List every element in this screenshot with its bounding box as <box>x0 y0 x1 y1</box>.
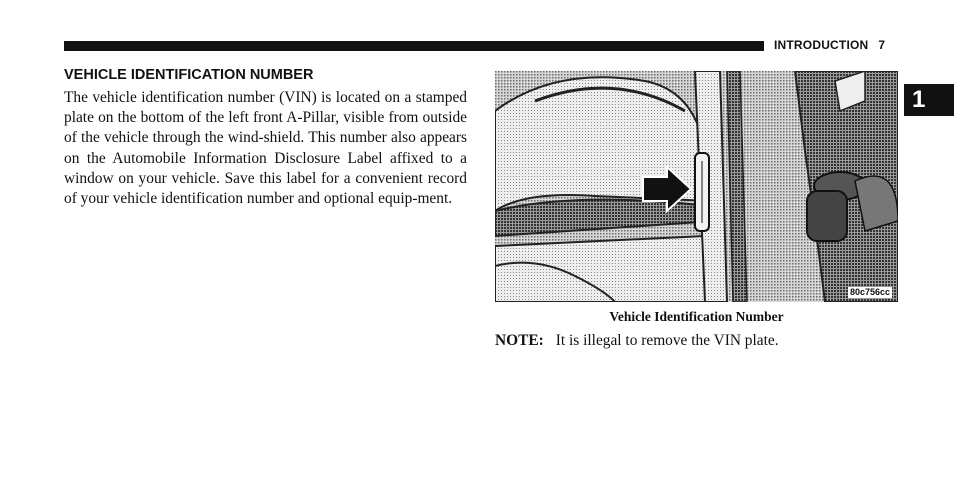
note-text: It is illegal to remove the VIN plate. <box>555 332 779 349</box>
header-section-title: INTRODUCTION <box>774 38 869 52</box>
note-label: NOTE: <box>495 332 544 349</box>
chapter-tab: 1 <box>904 84 954 116</box>
section-heading: VEHICLE IDENTIFICATION NUMBER <box>64 67 314 83</box>
running-header <box>774 38 885 52</box>
figure-caption: Vehicle Identification Number <box>609 309 784 324</box>
vin-illustration-drawing <box>495 71 898 302</box>
section-body-text: The vehicle identification number (VIN) is located on a stamped plate on the bottom of the left front A-Pillar, visible from outside of the vehicle through the wind-shield. This number also appears on the Automobile Information Disclosure Label affixed to a window on your vehicle. Save this label for a convenient record of your vehicle identification number and optional equip-ment. <box>64 89 467 208</box>
page-number: 7 <box>878 38 886 52</box>
vin-location-illustration <box>495 71 898 302</box>
note <box>495 332 779 350</box>
header-rule <box>64 41 764 51</box>
figure-code: 80c756cc <box>849 287 890 297</box>
